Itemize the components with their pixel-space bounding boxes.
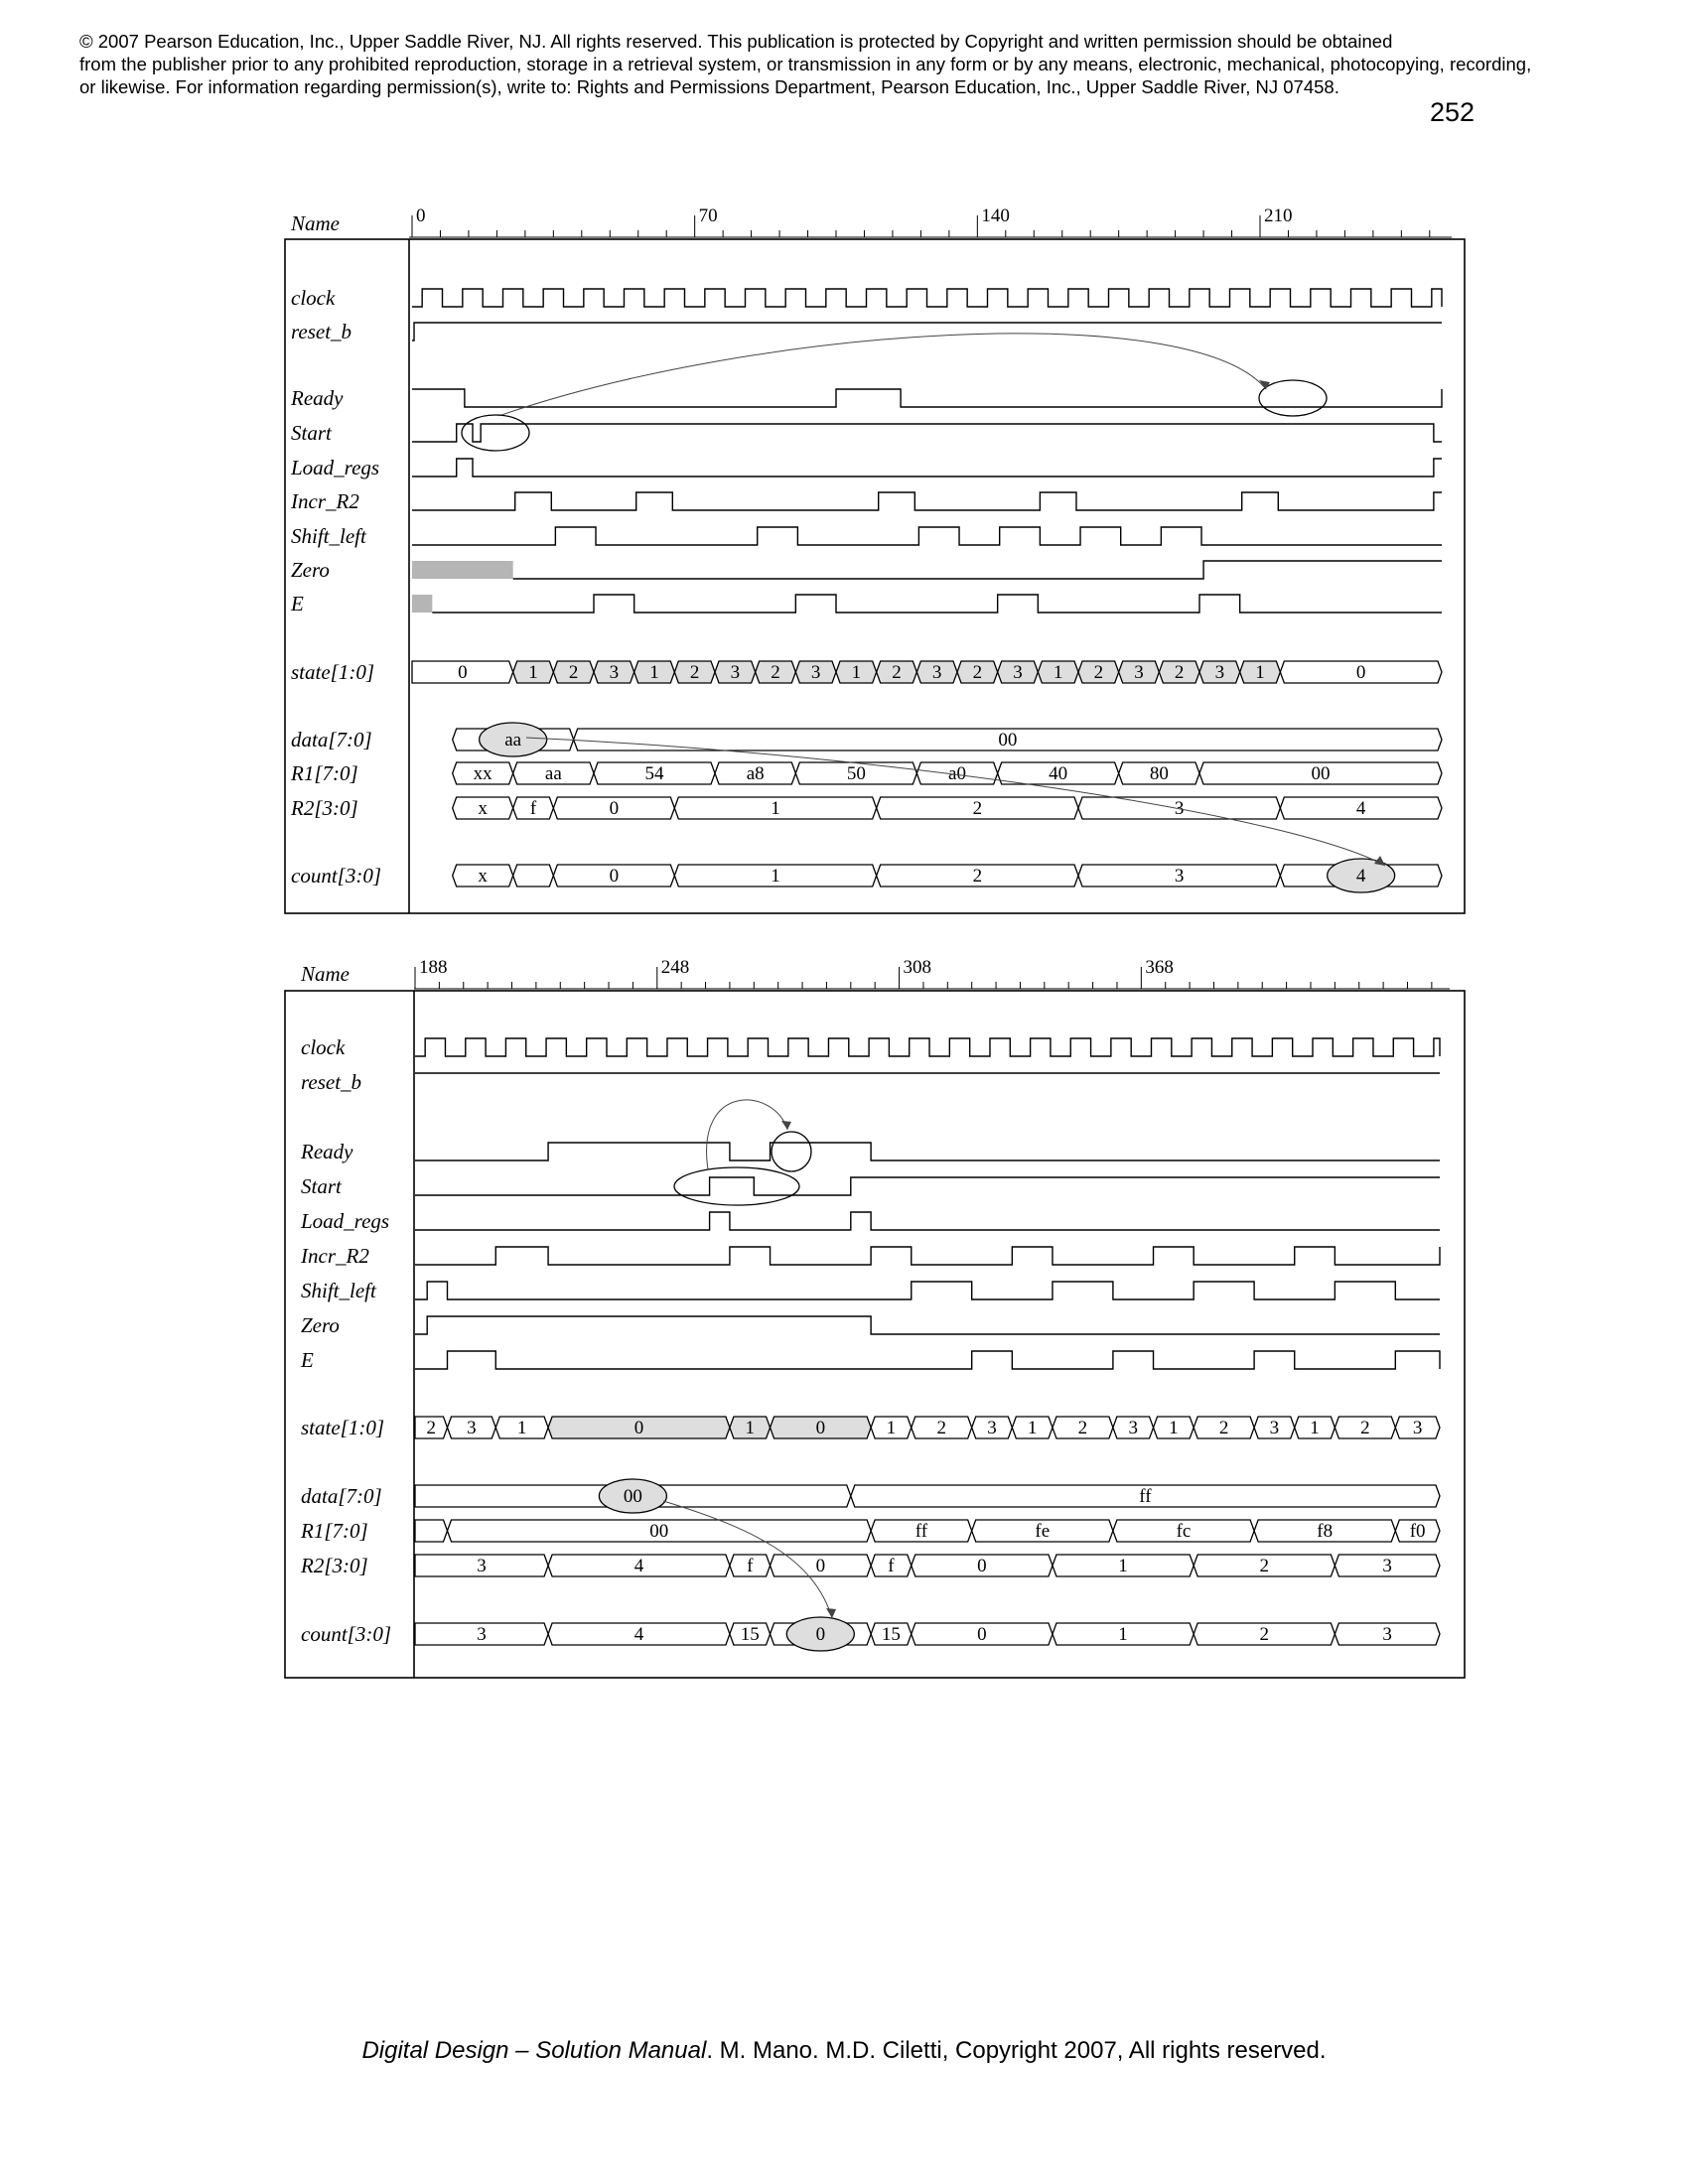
level-waveform [412, 323, 1442, 341]
ruler-time-label: 70 [698, 205, 718, 226]
bus-value: 15 [740, 1624, 760, 1645]
bus-value: 3 [1412, 1418, 1423, 1438]
bus-value: 3 [810, 662, 821, 683]
bus-value: 15 [881, 1624, 901, 1645]
bus-value: 2 [1218, 1418, 1229, 1438]
annotation-arrow-data-count-2-head [826, 1608, 836, 1618]
bus-value: a0 [948, 763, 966, 784]
bus-value: f [888, 1556, 895, 1576]
bus-value: 0 [977, 1556, 987, 1576]
signal-name: clock [301, 1035, 346, 1059]
bus-value: 2 [1259, 1624, 1270, 1645]
level-waveform [415, 1316, 1440, 1334]
level-waveform [412, 424, 1442, 442]
bus-value: x [478, 798, 488, 819]
bus-value: 54 [644, 763, 664, 784]
bus-value: 2 [972, 662, 983, 683]
bus-value: 3 [1128, 1418, 1138, 1438]
signal-name: R2[3:0] [301, 1554, 368, 1577]
signal-name: state[1:0] [291, 660, 374, 684]
bus-value: aa [544, 763, 562, 784]
signal-name: R2[3:0] [291, 796, 358, 820]
bus-value: 3 [1013, 662, 1023, 683]
signal-clock [301, 1035, 1440, 1059]
ready-highlight-ellipse [1259, 380, 1327, 416]
unknown-value-region [412, 561, 513, 579]
bus-value: 0 [458, 662, 468, 683]
bus-value: 1 [1053, 662, 1063, 683]
bus-value: 3 [1269, 1418, 1280, 1438]
bus-value: 2 [568, 662, 579, 683]
signal-reset-b [301, 1070, 1440, 1094]
bus-value: 0 [815, 1418, 826, 1438]
copyright-line: © 2007 Pearson Education, Inc., Upper Saddle River, NJ. All rights reserved. This publication is protected by Copyright and written permission should be obtained [79, 31, 1393, 52]
signal-name: count[3:0] [301, 1622, 391, 1646]
signal-r1-7-0 [300, 1519, 1440, 1543]
waveform-panel-2 [285, 957, 1465, 1678]
level-waveform [412, 389, 1442, 407]
bus-value: 2 [771, 662, 780, 683]
signal-name: Load_regs [291, 456, 380, 479]
bus-value: 0 [609, 866, 620, 887]
bus-value: 3 [1174, 866, 1185, 887]
ruler-time-label: 210 [1264, 205, 1293, 226]
level-waveform [412, 459, 1442, 477]
bus-segment [513, 865, 554, 887]
level-waveform [412, 527, 1442, 545]
signal-name: Ready [291, 386, 344, 410]
bus-value: 0 [977, 1624, 987, 1645]
bus-value: ff [914, 1521, 928, 1542]
footer-title: Digital Design – Solution Manual [361, 2037, 707, 2064]
bus-value: 3 [467, 1418, 477, 1438]
bus-value: 1 [1169, 1418, 1179, 1438]
bus-value: a8 [746, 763, 765, 784]
bus-value: x [478, 866, 488, 887]
signal-load-regs [300, 1209, 1440, 1233]
bus-value: 1 [1118, 1556, 1128, 1576]
bus-value: 3 [730, 662, 741, 683]
name-column-header: Name [291, 211, 340, 235]
bus-value: 3 [477, 1556, 487, 1576]
signal-name: clock [291, 286, 336, 310]
signal-start [291, 421, 1442, 445]
bus-value: 2 [936, 1418, 946, 1438]
bus-value: 2 [972, 798, 983, 819]
bus-value: 3 [931, 662, 942, 683]
signal-name: Incr_R2 [301, 1244, 369, 1268]
clock-waveform [415, 1038, 1440, 1056]
bus-value: 1 [1310, 1418, 1320, 1438]
bus-value: 3 [1382, 1556, 1392, 1576]
signal-name: Zero [291, 558, 330, 582]
bus-value: 3 [609, 662, 620, 683]
bus-value: 3 [477, 1624, 487, 1645]
bus-value: 80 [1149, 763, 1169, 784]
bus-value: 4 [1355, 798, 1366, 819]
start-highlight-ellipse-2 [674, 1167, 799, 1205]
bus-value: xx [473, 763, 492, 784]
bus-value: 4 [1355, 866, 1366, 887]
footer [0, 2037, 1688, 2065]
level-waveform [415, 1143, 1440, 1160]
signal-name: E [301, 1348, 314, 1372]
bus-value: 0 [633, 1418, 644, 1438]
signal-name: reset_b [291, 320, 352, 343]
bus-value: 3 [1382, 1624, 1392, 1645]
bus-value: 1 [1027, 1418, 1038, 1438]
waveform-panel-1 [285, 205, 1465, 913]
bus-value: fe [1035, 1521, 1051, 1542]
level-waveform [415, 1351, 1440, 1369]
bus-value: 1 [771, 798, 780, 819]
bus-value: 2 [892, 662, 902, 683]
signal-e [290, 592, 1442, 615]
bus-value: 1 [886, 1418, 897, 1438]
bus-value: 0 [1355, 662, 1366, 683]
signal-name: reset_b [301, 1070, 362, 1094]
ruler-time-label: 0 [416, 205, 426, 226]
bus-value: fc [1176, 1521, 1192, 1542]
copyright-line: or likewise. For information regarding permission(s), write to: Rights and Permissions Department, Pearson Education, Inc., Upper Saddle River, NJ 07458. [79, 76, 1339, 97]
signal-zero [291, 558, 1442, 582]
level-waveform [415, 1177, 1440, 1195]
signal-name: E [291, 592, 304, 615]
bus-value: f8 [1317, 1521, 1334, 1542]
level-waveform [513, 561, 1442, 579]
unknown-value-region [412, 595, 432, 613]
annotation-arrow-start-ready-2 [707, 1100, 787, 1169]
bus-value: 4 [633, 1624, 644, 1645]
bus-value: 0 [609, 798, 620, 819]
signal-shift-left [301, 1279, 1440, 1302]
bus-value: 2 [689, 662, 700, 683]
ruler-time-label: 188 [419, 957, 448, 978]
copyright-line: from the publisher prior to any prohibited reproduction, storage in a retrieval system, or transmission in any form or by any means, electronic, mechanical, photocopying, recording, [79, 54, 1532, 74]
signal-start [301, 1174, 1440, 1198]
bus-value: 2 [1259, 1556, 1270, 1576]
ruler-time-label: 308 [903, 957, 932, 978]
bus-value: 2 [1093, 662, 1104, 683]
level-waveform [415, 1282, 1440, 1299]
level-waveform [412, 492, 1442, 510]
signal-data-7-0 [291, 723, 1442, 756]
ruler-time-label: 140 [981, 205, 1010, 226]
ruler-time-label: 368 [1145, 957, 1174, 978]
bus-value: 2 [1360, 1418, 1370, 1438]
start-highlight-ellipse [462, 415, 529, 451]
signal-r1-7-0 [290, 761, 1442, 785]
annotation-arrow-start-ready-2-head [781, 1121, 791, 1130]
bus-value: 2 [426, 1418, 437, 1438]
signal-name: Load_regs [301, 1209, 390, 1233]
signal-data-7-0 [301, 1479, 1440, 1513]
signal-count-3-0 [301, 1617, 1440, 1651]
signal-name: state[1:0] [301, 1416, 384, 1439]
bus-value: 3 [1214, 662, 1225, 683]
signal-r2-3-0 [300, 1554, 1440, 1577]
signal-e [300, 1348, 1440, 1372]
ruler-time-label: 248 [660, 957, 690, 978]
signal-name: Ready [301, 1140, 353, 1163]
bus-value: 1 [771, 866, 780, 887]
bus-value: 1 [649, 662, 659, 683]
bus-value: 1 [851, 662, 862, 683]
signal-name: count[3:0] [291, 864, 381, 887]
bus-value: 1 [1255, 662, 1265, 683]
signal-reset-b [291, 320, 1442, 343]
bus-value: 3 [987, 1418, 997, 1438]
bus-value: 40 [1049, 763, 1068, 784]
annotation-arrow-start-ready [501, 334, 1266, 415]
bus-value: 1 [745, 1418, 755, 1438]
bus-value: ff [1139, 1486, 1152, 1507]
signal-name: R1[7:0] [301, 1519, 368, 1543]
ready-highlight-ellipse-2 [772, 1132, 811, 1171]
signal-zero [301, 1313, 1440, 1337]
signal-name: Incr_R2 [291, 489, 359, 513]
bus-value: 0 [815, 1624, 826, 1645]
signal-incr-r2 [290, 489, 1442, 513]
name-column-header: Name [301, 962, 350, 986]
signal-name: Start [291, 421, 332, 445]
bus-value: 00 [623, 1486, 642, 1507]
bus-value: 2 [1077, 1418, 1088, 1438]
clock-waveform [412, 289, 1442, 307]
bus-value: f [529, 798, 537, 819]
footer-credits: . M. Mano. M.D. Ciletti, Copyright 2007, All rights reserved. [706, 2037, 1327, 2064]
level-waveform [415, 1212, 1440, 1230]
signal-shift-left [291, 524, 1442, 548]
page-number: 252 [1430, 97, 1476, 127]
signal-name: Shift_left [291, 524, 366, 548]
signal-incr-r2 [300, 1244, 1440, 1268]
signal-name: Shift_left [301, 1279, 376, 1302]
bus-value: f [747, 1556, 754, 1576]
signal-name: data[7:0] [301, 1484, 382, 1508]
signal-state-1-0 [291, 660, 1442, 684]
signal-ready [290, 386, 1442, 410]
signal-clock [291, 286, 1442, 310]
bus-value: 1 [1118, 1624, 1128, 1645]
bus-value: 00 [649, 1521, 669, 1542]
signal-name: data[7:0] [291, 728, 372, 751]
level-waveform [415, 1247, 1440, 1265]
signal-load-regs [290, 456, 1442, 479]
bus-value: 2 [972, 866, 983, 887]
signal-name: Zero [301, 1313, 340, 1337]
bus-value: 00 [1311, 763, 1331, 784]
bus-value: 0 [815, 1556, 826, 1576]
bus-segment [415, 1520, 448, 1542]
signal-name: Start [301, 1174, 342, 1198]
level-waveform [432, 595, 1442, 613]
signal-name: R1[7:0] [291, 761, 358, 785]
bus-value: 2 [1174, 662, 1185, 683]
signal-r2-3-0 [290, 796, 1442, 820]
bus-value: 1 [528, 662, 538, 683]
bus-value: 1 [516, 1418, 527, 1438]
signal-ready [300, 1140, 1440, 1163]
signal-state-1-0 [301, 1416, 1440, 1439]
bus-value: 3 [1134, 662, 1144, 683]
bus-value: f0 [1409, 1521, 1426, 1542]
signal-count-3-0 [291, 859, 1442, 892]
bus-value: 4 [633, 1556, 644, 1576]
bus-value: 00 [998, 730, 1018, 751]
bus-value: 3 [1174, 798, 1185, 819]
bus-value: aa [504, 730, 522, 751]
bus-value: 50 [846, 763, 866, 784]
